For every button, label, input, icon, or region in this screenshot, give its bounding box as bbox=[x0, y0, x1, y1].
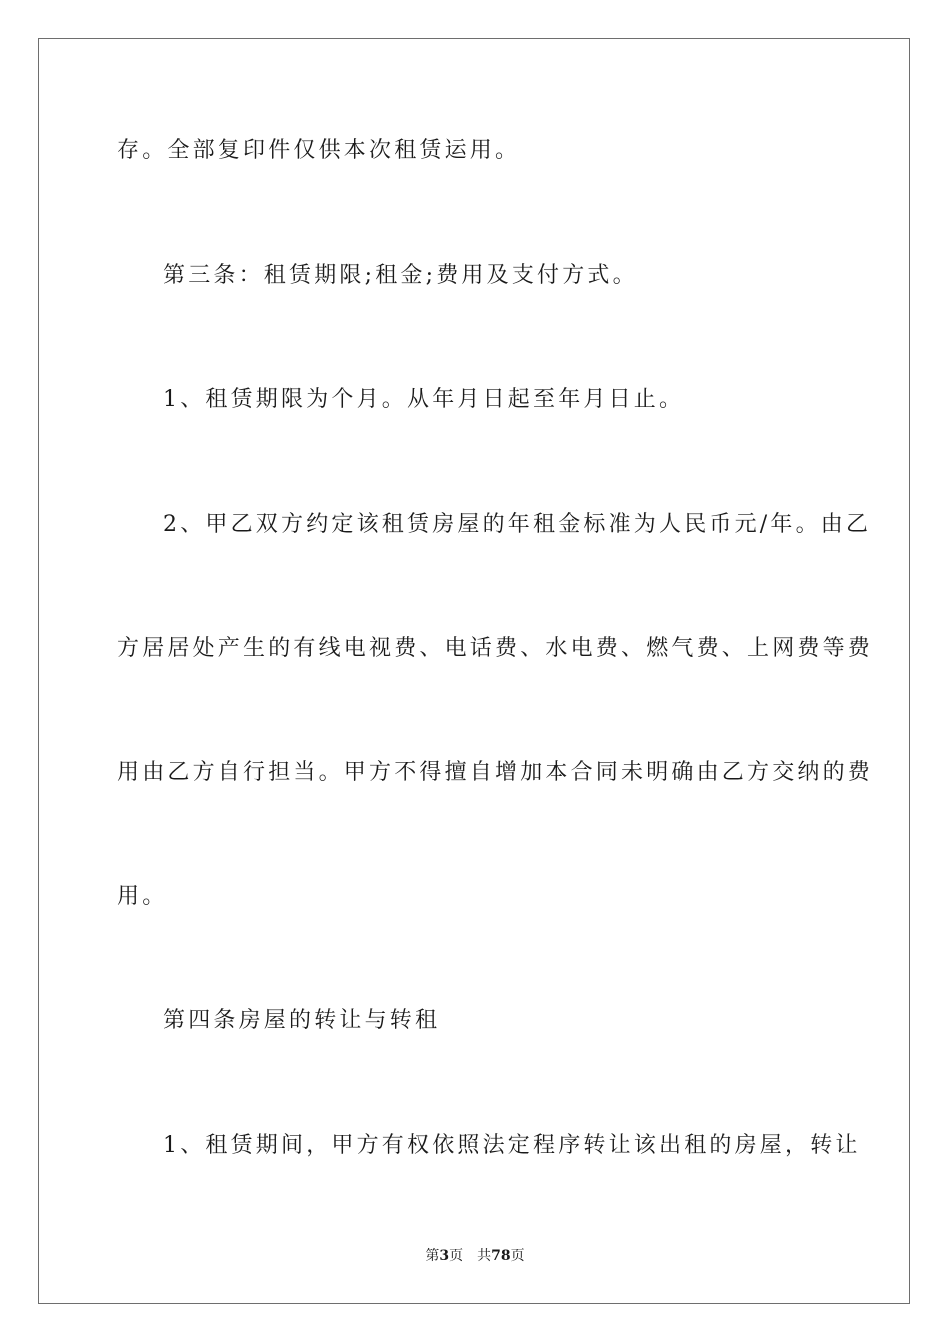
page-suffix: 页 bbox=[449, 1248, 464, 1264]
text-line-4: 2、甲乙双方约定该租赁房屋的年租金标准为人民币元/年。由乙 bbox=[163, 512, 872, 537]
total-prefix: 共 bbox=[477, 1248, 492, 1264]
text-line-3: 1、租赁期限为个月。从年月日起至年月日止。 bbox=[163, 387, 685, 412]
text-line-article-3: 第三条：租赁期限;租金;费用及支付方式。 bbox=[163, 263, 638, 288]
text-line-6: 用由乙方自行担当。甲方不得擅自增加本合同未明确由乙方交纳的费 bbox=[117, 760, 874, 785]
page-footer bbox=[0, 1246, 950, 1266]
text-line-7: 用。 bbox=[117, 884, 168, 909]
page-border bbox=[38, 38, 910, 1304]
text-line-5: 方居居处产生的有线电视费、电话费、水电费、燃气费、上网费等费 bbox=[117, 636, 874, 661]
text-line-article-4: 第四条房屋的转让与转租 bbox=[163, 1008, 441, 1033]
text-line-1: 存。全部复印件仅供本次租赁运用。 bbox=[117, 138, 521, 163]
page-prefix: 第 bbox=[425, 1248, 440, 1264]
total-suffix: 页 bbox=[510, 1248, 525, 1264]
page-number: 3 bbox=[439, 1248, 450, 1264]
text-line-9: 1、租赁期间，甲方有权依照法定程序转让该出租的房屋，转让 bbox=[163, 1133, 861, 1158]
total-pages: 78 bbox=[491, 1248, 511, 1264]
